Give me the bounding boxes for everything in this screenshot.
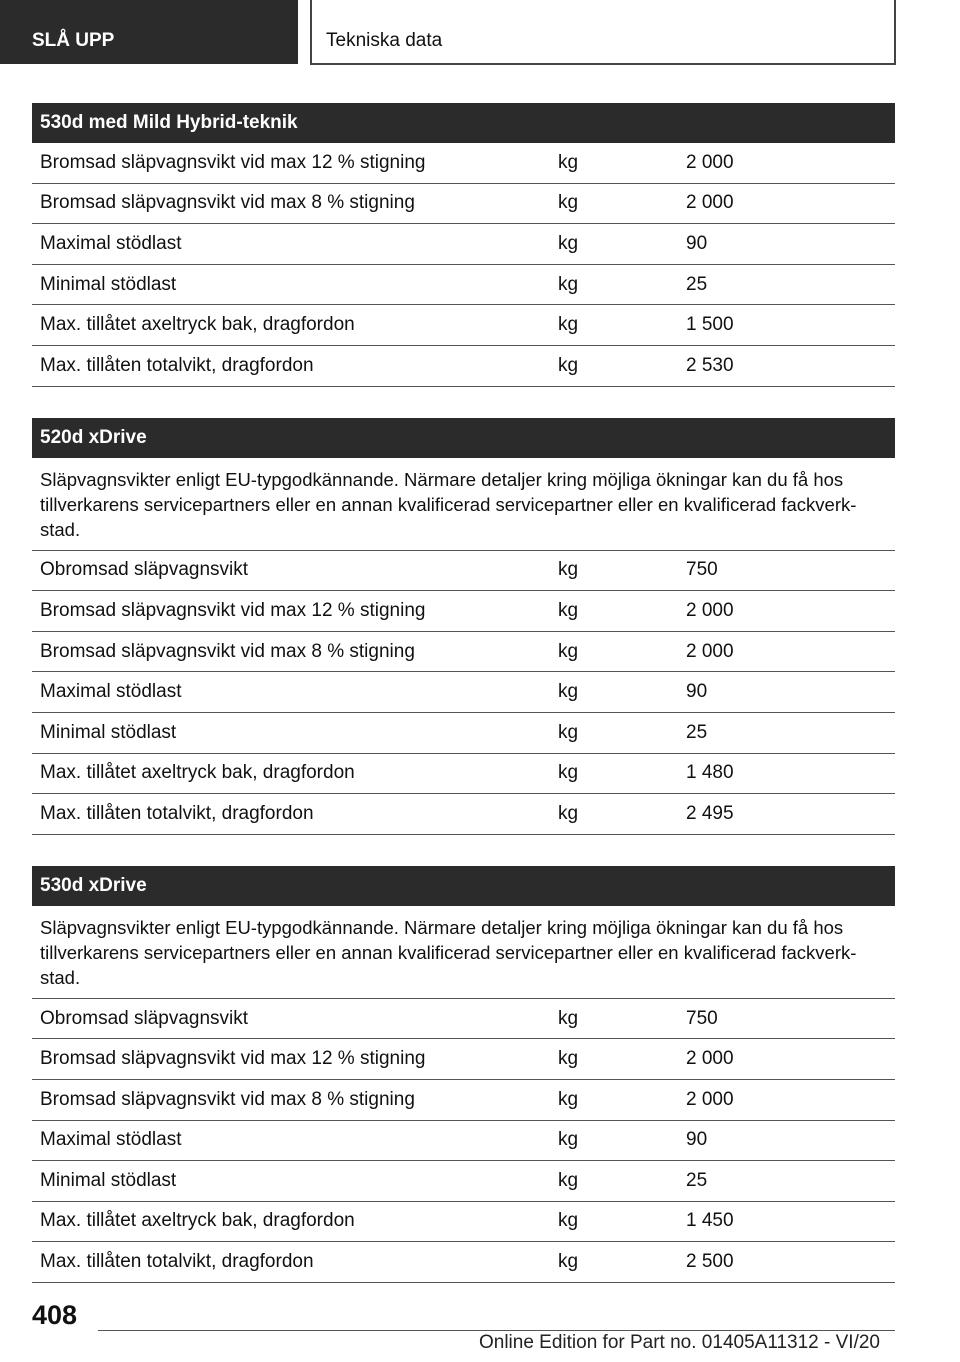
row-label: Bromsad släpvagnsvikt vid max 8 % stigning xyxy=(40,192,415,214)
section-heading: 520d xDrive xyxy=(32,418,895,458)
table-row xyxy=(32,1039,895,1080)
table-row xyxy=(32,143,895,184)
row-unit: kg xyxy=(558,192,579,214)
table-row xyxy=(32,1161,895,1202)
row-label: Bromsad släpvagnsvikt vid max 8 % stigning xyxy=(40,640,415,662)
page-header xyxy=(0,0,960,66)
row-value: 2 500 xyxy=(686,1251,734,1273)
table-row xyxy=(32,632,895,673)
table-row xyxy=(32,794,895,835)
table-row xyxy=(32,1121,895,1162)
row-label: Max. tillåtet axeltryck bak, dragfordon xyxy=(40,314,355,336)
section-520d-xdrive xyxy=(32,418,895,835)
row-label: Bromsad släpvagnsvikt vid max 8 % stigning xyxy=(40,1088,415,1110)
edition-text: Online Edition for Part no. 01405A11312 - VI/20 xyxy=(478,1332,880,1353)
row-value: 2 000 xyxy=(686,599,734,621)
row-unit: kg xyxy=(558,1007,579,1029)
row-unit: kg xyxy=(558,354,579,376)
table-row xyxy=(32,1080,895,1121)
row-value: 2 495 xyxy=(686,802,734,824)
row-unit: kg xyxy=(558,151,579,173)
row-value: 90 xyxy=(686,681,708,703)
row-unit: kg xyxy=(558,1169,579,1191)
row-value: 2 000 xyxy=(686,640,734,662)
table-row xyxy=(32,224,895,265)
table-row xyxy=(32,672,895,713)
row-label: Maximal stödlast xyxy=(40,1129,182,1151)
chapter-title: Tekniska data xyxy=(310,0,896,65)
table-row xyxy=(32,591,895,632)
row-unit: kg xyxy=(558,640,579,662)
row-unit: kg xyxy=(558,1088,579,1110)
row-value: 1 500 xyxy=(686,314,734,336)
row-value: 2 000 xyxy=(686,192,734,214)
table-row xyxy=(32,1242,895,1283)
section-tab[interactable]: SLÅ UPP xyxy=(0,0,298,64)
row-value: 25 xyxy=(686,721,708,743)
row-label: Minimal stödlast xyxy=(40,1169,177,1191)
table-row xyxy=(32,713,895,754)
section-heading: 530d xDrive xyxy=(32,866,895,906)
row-label: Minimal stödlast xyxy=(40,273,177,295)
row-value: 2 000 xyxy=(686,1048,734,1070)
row-value: 750 xyxy=(686,1007,718,1029)
row-value: 25 xyxy=(686,273,708,295)
row-label: Bromsad släpvagnsvikt vid max 12 % stigning xyxy=(40,1048,426,1070)
row-unit: kg xyxy=(558,1251,579,1273)
row-unit: kg xyxy=(558,721,579,743)
row-label: Max. tillåten totalvikt, dragfordon xyxy=(40,1251,314,1273)
row-unit: kg xyxy=(558,314,579,336)
row-label: Max. tillåten totalvikt, dragfordon xyxy=(40,354,314,376)
row-label: Obromsad släpvagnsvikt xyxy=(40,559,249,581)
row-unit: kg xyxy=(558,1129,579,1151)
section-heading: 530d med Mild Hybrid-teknik xyxy=(32,103,895,143)
row-label: Minimal stödlast xyxy=(40,721,177,743)
table-row xyxy=(32,1202,895,1243)
row-unit: kg xyxy=(558,681,579,703)
row-unit: kg xyxy=(558,802,579,824)
row-label: Maximal stödlast xyxy=(40,681,182,703)
row-label: Bromsad släpvagnsvikt vid max 12 % stigning xyxy=(40,599,426,621)
row-unit: kg xyxy=(558,1048,579,1070)
table-row xyxy=(32,999,895,1040)
row-value: 2 530 xyxy=(686,354,734,376)
row-unit: kg xyxy=(558,762,579,784)
table-row xyxy=(32,346,895,387)
row-value: 2 000 xyxy=(686,1088,734,1110)
towing-data-content xyxy=(32,103,895,1314)
section-530d-xdrive xyxy=(32,866,895,1283)
table-row xyxy=(32,305,895,346)
footer-divider xyxy=(98,1330,895,1331)
section-note: Släpvagnsvikter enligt EU-typgodkännande. Närmare detaljer kring möjliga ökningar kan du få hos tillverkarens servicepartners eller en annan kvalificerad servicepartner eller en kvalificerad fackverkstad. xyxy=(32,458,895,551)
table-row xyxy=(32,754,895,795)
row-label: Bromsad släpvagnsvikt vid max 12 % stigning xyxy=(40,151,426,173)
row-label: Obromsad släpvagnsvikt xyxy=(40,1007,249,1029)
row-unit: kg xyxy=(558,232,579,254)
section-note: Släpvagnsvikter enligt EU-typgodkännande. Närmare detaljer kring möjliga ökningar kan du få hos tillverkarens servicepartners eller en annan kvalificerad servicepartner eller en kvalificerad fackverkstad. xyxy=(32,906,895,999)
row-unit: kg xyxy=(558,273,579,295)
row-value: 2 000 xyxy=(686,151,734,173)
table-row xyxy=(32,265,895,306)
row-label: Maximal stödlast xyxy=(40,232,182,254)
section-530d-mild-hybrid xyxy=(32,103,895,387)
row-unit: kg xyxy=(558,599,579,621)
row-value: 25 xyxy=(686,1169,708,1191)
row-label: Max. tillåtet axeltryck bak, dragfordon xyxy=(40,762,355,784)
row-value: 1 480 xyxy=(686,762,734,784)
page-number: 408 xyxy=(32,1300,78,1330)
row-value: 90 xyxy=(686,232,708,254)
row-value: 750 xyxy=(686,559,718,581)
row-value: 90 xyxy=(686,1129,708,1151)
row-label: Max. tillåtet axeltryck bak, dragfordon xyxy=(40,1210,355,1232)
row-value: 1 450 xyxy=(686,1210,734,1232)
table-row xyxy=(32,551,895,592)
row-unit: kg xyxy=(558,559,579,581)
table-row xyxy=(32,184,895,225)
row-label: Max. tillåten totalvikt, dragfordon xyxy=(40,802,314,824)
row-unit: kg xyxy=(558,1210,579,1232)
